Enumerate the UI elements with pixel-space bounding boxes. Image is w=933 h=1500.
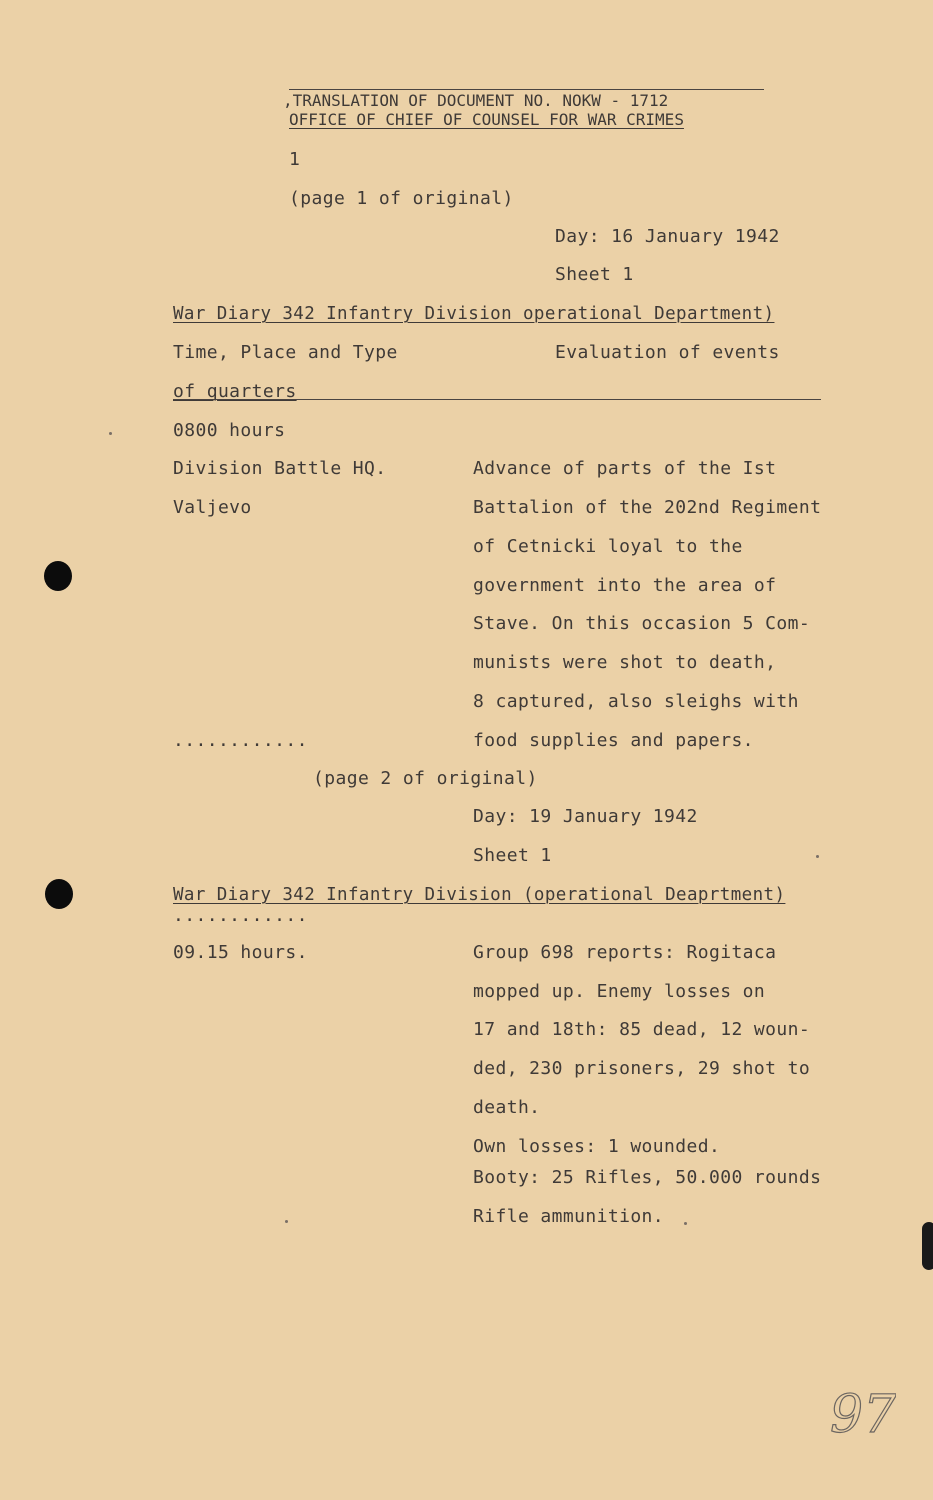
event-line: of Cetnicki loyal to the [473,536,743,557]
sheet-line-2: Sheet 1 [473,845,552,866]
handwritten-page-number [826,1378,896,1448]
event-line: food supplies and papers. [473,730,754,751]
event-line: Advance of parts of the Ist [473,458,777,479]
event-line: munists were shot to death, [473,652,777,673]
header-line-1: ,TRANSLATION OF DOCUMENT NO. NOKW - 1712 [283,91,669,110]
event-line: Stave. On this occasion 5 Com- [473,613,811,634]
event-line: death. [473,1097,541,1118]
original-page-note-2: (page 2 of original) [313,768,538,789]
event-line: Booty: 25 Rifles, 50.000 rounds [473,1167,822,1188]
original-page-note-1: (page 1 of original) [289,188,514,209]
event-line: Own losses: 1 wounded. [473,1136,721,1157]
entry-time-1: 0800 hours [173,420,286,441]
event-line: Rifle ammunition. [473,1206,665,1227]
event-line: ded, 230 prisoners, 29 shot to [473,1058,811,1079]
page-marker: 1 [289,149,301,170]
event-line: 17 and 18th: 85 dead, 12 woun- [473,1019,811,1040]
binder-clip-edge [922,1222,933,1270]
war-diary-title-1: War Diary 342 Infantry Division operational Department) [173,304,775,324]
event-line: Group 698 reports: Rogitaca [473,942,777,963]
header-top-rule [289,89,764,90]
dotted-separator-2: ............ [173,905,308,926]
paper-speck [816,855,819,858]
column-header-right: Evaluation of events [555,342,780,363]
paper-speck [109,432,112,435]
entry-place-1: Division Battle HQ. [173,458,387,479]
header-line-2: OFFICE OF CHIEF OF COUNSEL FOR WAR CRIMES [289,110,684,129]
dotted-separator-1: ............ [173,730,308,751]
column-header-rule [173,399,821,400]
entry-place-2: Valjevo [173,497,252,518]
war-diary-title-2: War Diary 342 Infantry Division (operational Deaprtment) [173,885,786,905]
handwritten-page-number-text: 97 [830,1385,896,1445]
punch-hole-top [44,561,72,591]
event-line: 8 captured, also sleighs with [473,691,799,712]
punch-hole-bottom [45,879,73,909]
event-line: Battalion of the 202nd Regiment [473,497,822,518]
entry-time-2: 09.15 hours. [173,942,308,963]
event-line: government into the area of [473,575,777,596]
paper-speck [285,1220,288,1223]
event-line: mopped up. Enemy losses on [473,981,766,1002]
paper-speck [684,1222,687,1225]
sheet-line-1: Sheet 1 [555,264,634,285]
day-line-1: Day: 16 January 1942 [555,226,780,247]
column-header-left-2: of quarters [173,381,297,402]
column-header-left: Time, Place and Type [173,342,398,363]
day-line-2: Day: 19 January 1942 [473,806,698,827]
